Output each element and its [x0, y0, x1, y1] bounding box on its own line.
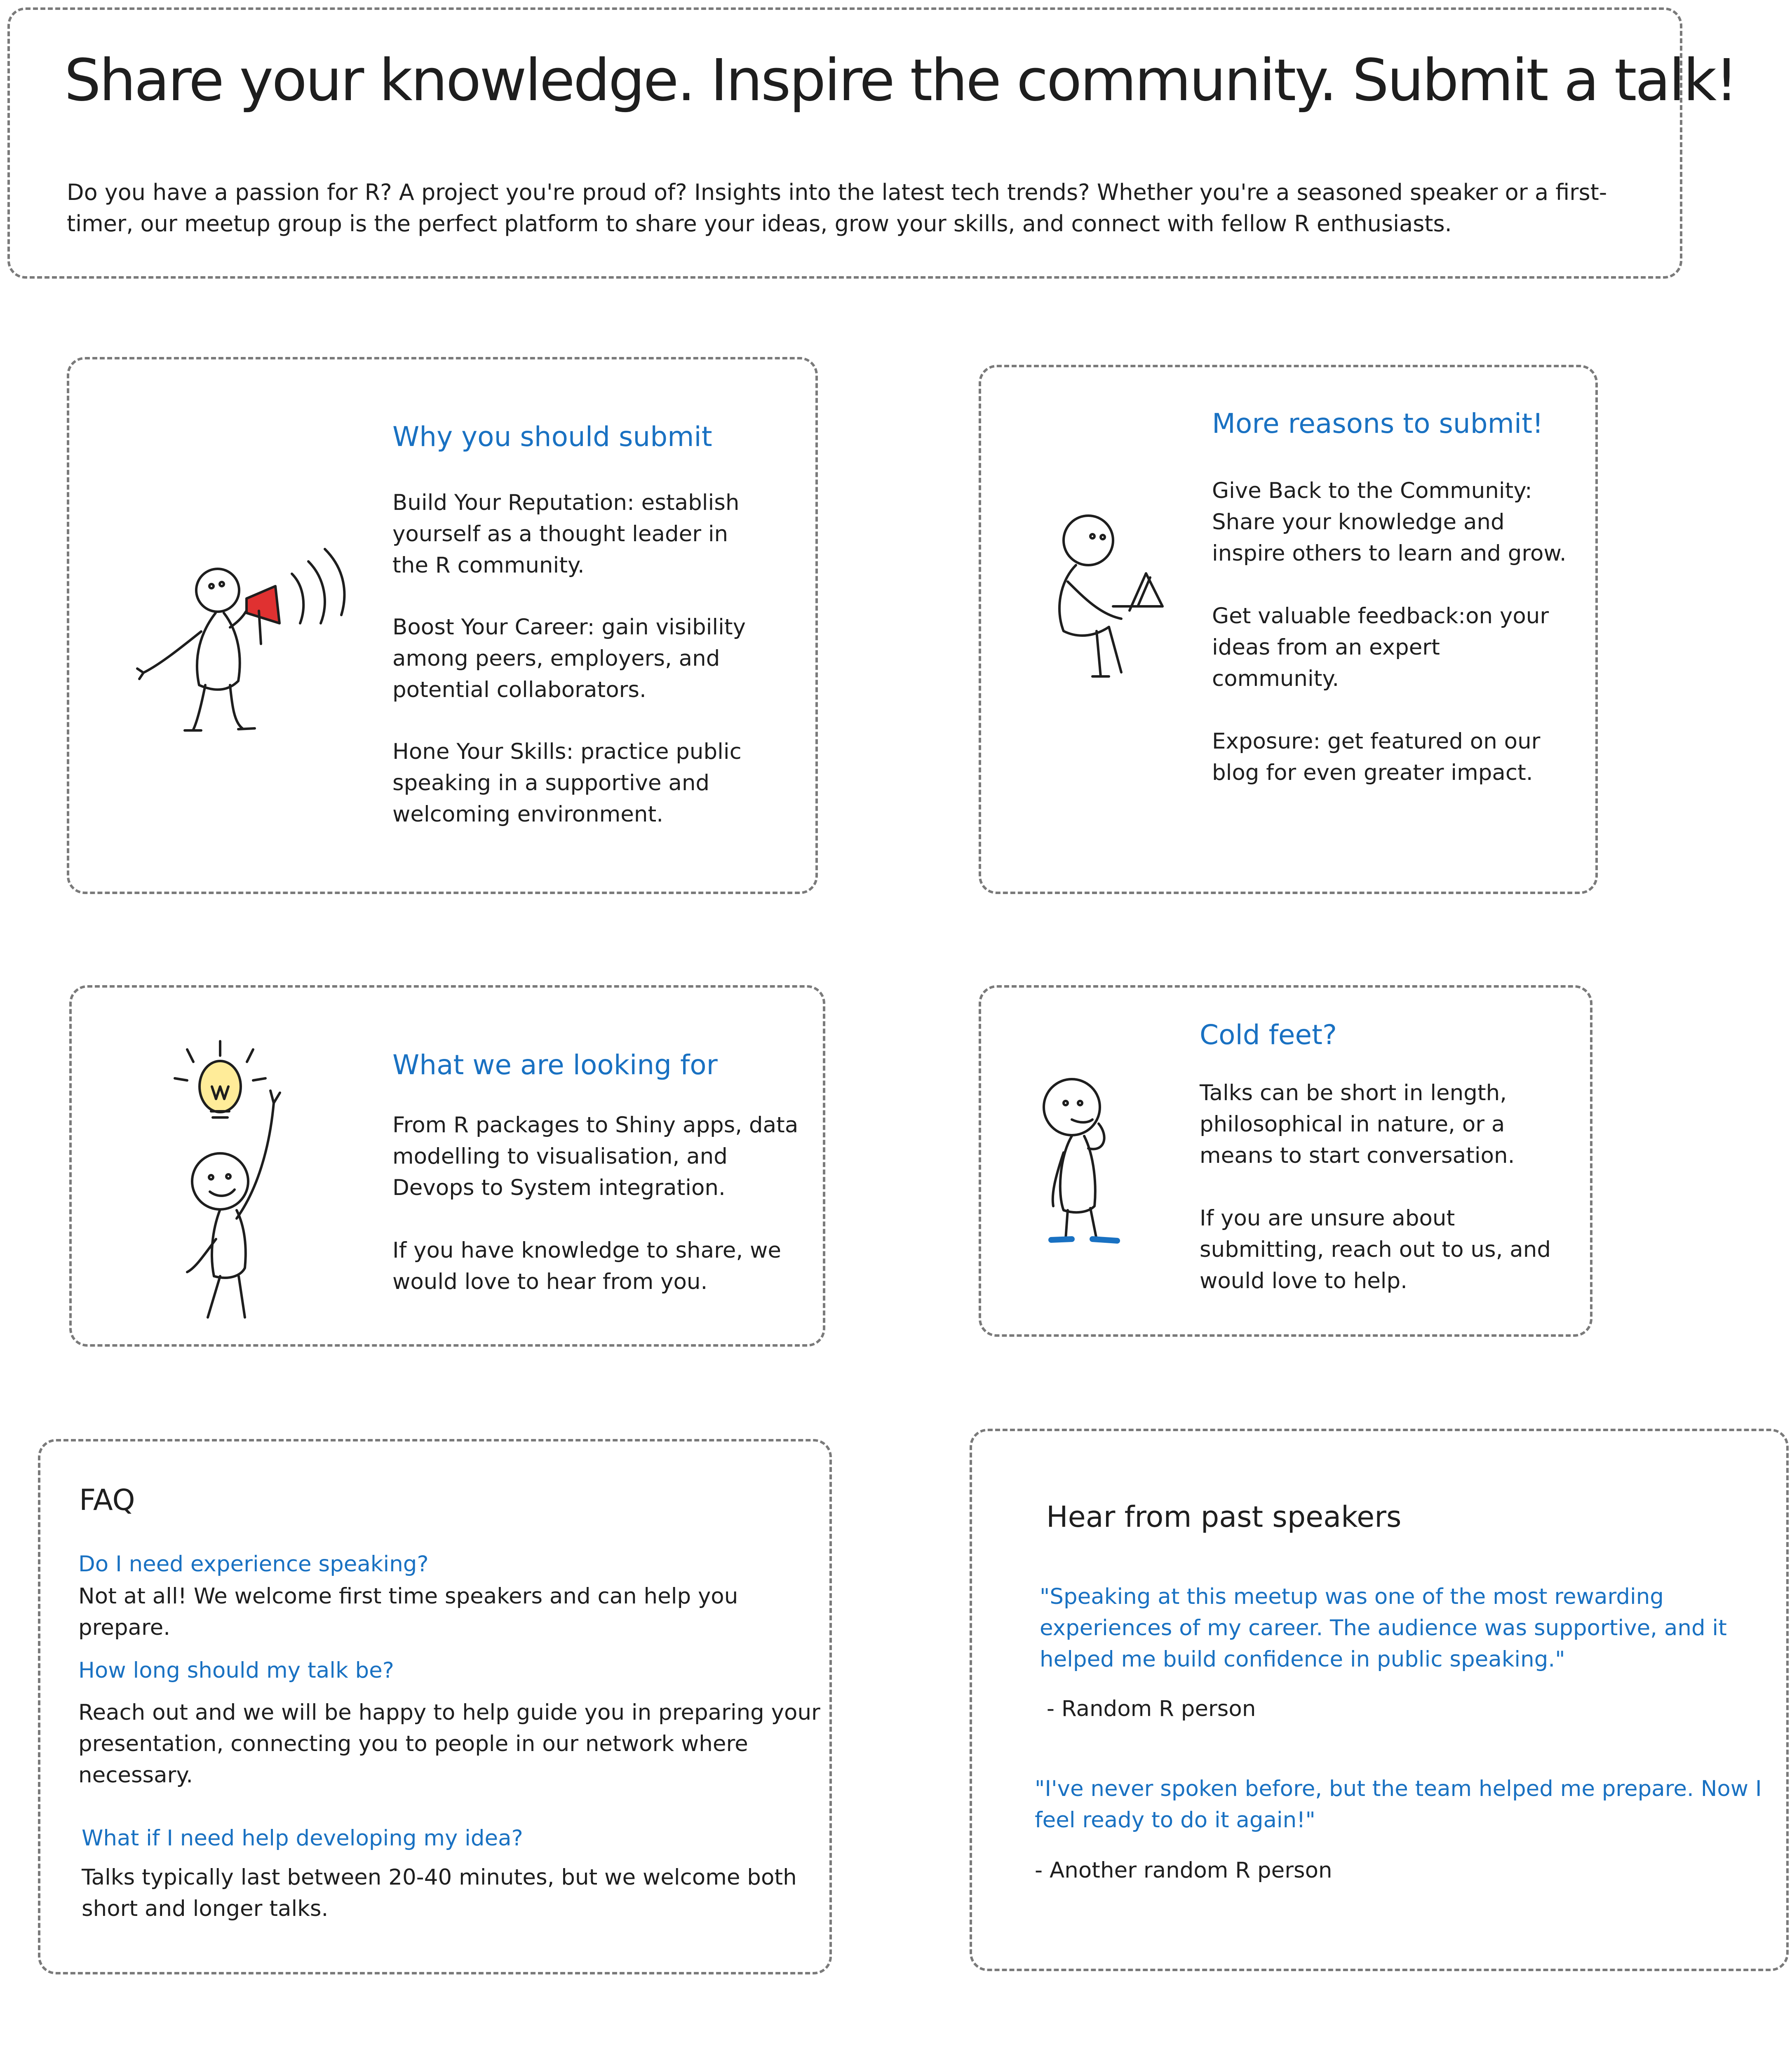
looking-for-point: If you have knowledge to share, we would love to hear from you.	[392, 1238, 782, 1294]
faq-answer: Reach out and we will be happy to help guide you in preparing your presentation, connecting you to people in our network where necessary.	[78, 1700, 820, 1788]
testimonial-quote: "Speaking at this meetup was one of the most rewarding experiences of my career. The audience was supportive, and it helped me build confidence in public speaking."	[1040, 1584, 1727, 1672]
more-reasons-point: Get valuable feedback:on your ideas from an expert community.	[1212, 603, 1549, 691]
why-submit-point: Build Your Reputation: establish yourself as a thought leader in the R community.	[392, 490, 740, 578]
laptop-person-icon	[1026, 507, 1183, 681]
more-reasons-point: Give Back to the Community: Share your knowledge and inspire others to learn and grow.	[1212, 478, 1567, 566]
why-submit-card	[67, 357, 818, 894]
testimonials-title: Hear from past speakers	[1046, 1500, 1402, 1534]
more-reasons-point: Exposure: get featured on our blog for even greater impact.	[1212, 729, 1541, 785]
faq-title: FAQ	[79, 1483, 135, 1517]
why-submit-point: Boost Your Career: gain visibility among peers, employers, and potential collaborators.	[392, 615, 746, 702]
cold-feet-point: Talks can be short in length, philosophical in nature, or a means to start conversation.	[1200, 1080, 1515, 1168]
faq-answer: Talks typically last between 20-40 minutes, but we welcome both short and longer talks.	[82, 1865, 797, 1921]
megaphone-person-icon	[119, 524, 350, 739]
looking-for-card	[69, 985, 825, 1347]
lightbulb-person-icon	[162, 1025, 319, 1322]
more-reasons-title: More reasons to submit!	[1212, 408, 1543, 439]
cold-feet-point: If you are unsure about submitting, reach out to us, and would love to help.	[1200, 1206, 1551, 1293]
faq-question: What if I need help developing my idea?	[82, 1826, 523, 1851]
intro-text: Do you have a passion for R? A project you're proud of? Insights into the latest tech trends? Whether you're a seasoned speaker or a first-timer, our meetup group is the perfect platform to share your ideas, grow your skills, and connect with fellow R enthusiasts.	[67, 179, 1607, 237]
why-submit-point: Hone Your Skills: practice public speaking in a supportive and welcoming environment.	[392, 739, 742, 827]
why-submit-title: Why you should submit	[392, 421, 712, 453]
page-title: Share your knowledge. Inspire the community. Submit a talk!	[64, 47, 1737, 114]
thinking-person-icon	[1026, 1070, 1150, 1251]
faq-question: How long should my talk be?	[78, 1658, 394, 1683]
testimonial-author: - Another random R person	[1035, 1858, 1332, 1883]
testimonial-author: - Random R person	[1040, 1696, 1256, 1721]
faq-question: Do I need experience speaking?	[78, 1552, 429, 1577]
header-card	[7, 7, 1737, 279]
cold-feet-title: Cold feet?	[1200, 1019, 1337, 1051]
faq-answer: Not at all! We welcome first time speakers and can help you prepare.	[78, 1584, 738, 1640]
looking-for-point: From R packages to Shiny apps, data modelling to visualisation, and Devops to System integration.	[392, 1113, 799, 1200]
faq-card	[38, 1439, 832, 1974]
looking-for-title: What we are looking for	[392, 1049, 718, 1081]
more-reasons-card	[979, 365, 1598, 894]
testimonials-card	[970, 1429, 1789, 1971]
cold-feet-card	[979, 985, 1592, 1337]
testimonial-quote: "I've never spoken before, but the team helped me prepare. Now I feel ready to do it again!"	[1035, 1776, 1762, 1833]
